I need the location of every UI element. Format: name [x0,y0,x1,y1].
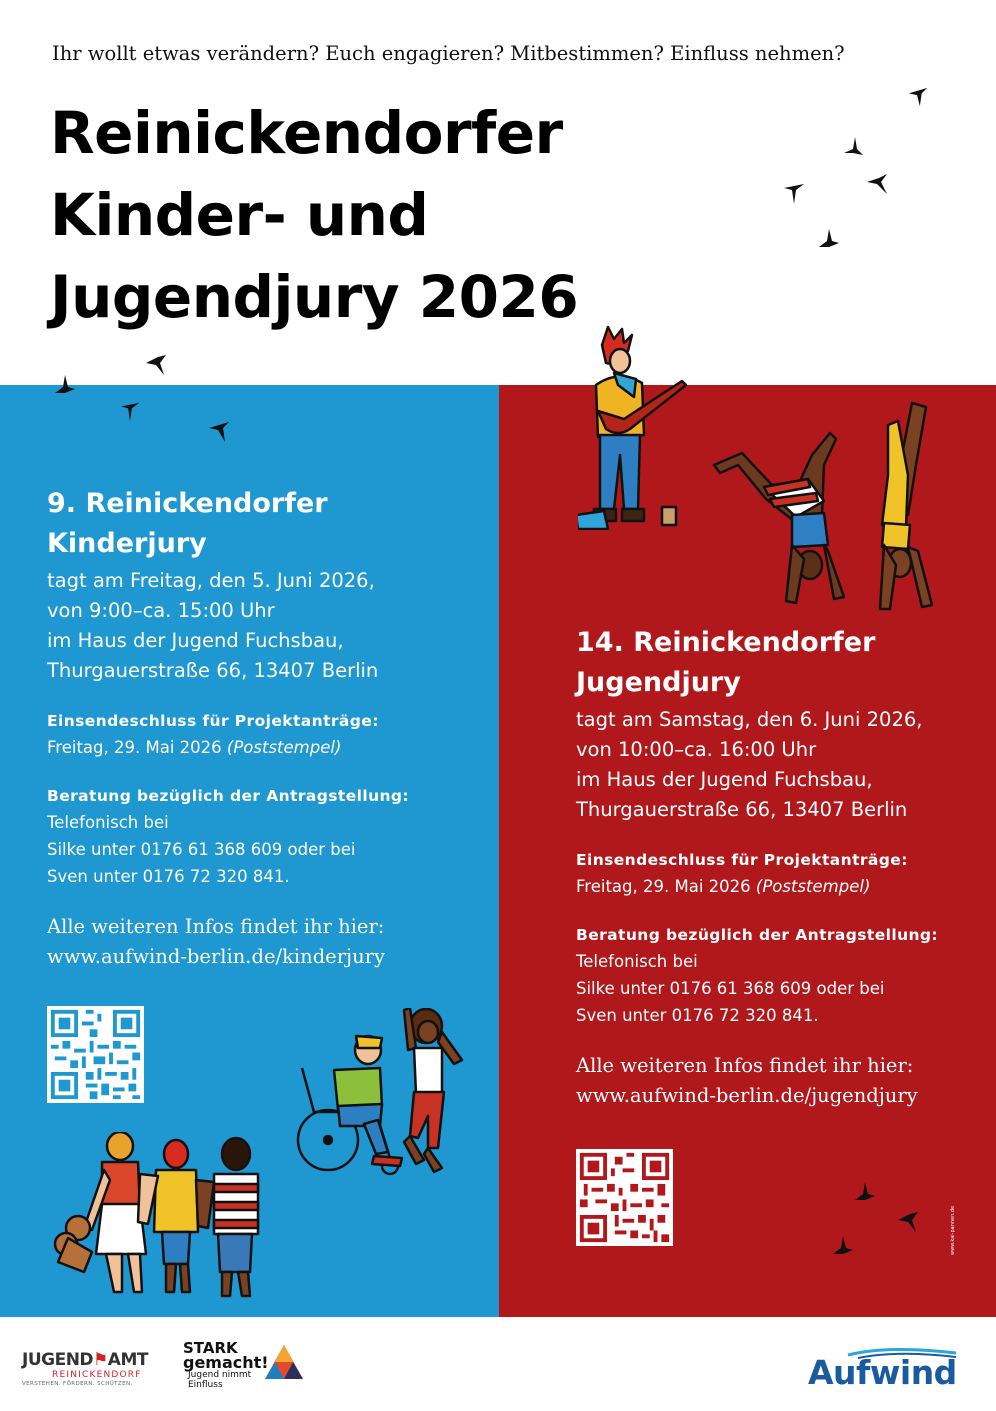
more-info [576,1051,938,1111]
tagline: Ihr wollt etwas verändern? Euch engagieren? Mitbestimmen? Einfluss nehmen? [52,42,845,65]
logo-text: AMT [107,1350,148,1370]
bird-icon [895,1210,921,1234]
logo-text: Jugend nimmt [188,1370,252,1380]
advice-line: Sven unter 0176 72 320 841. [576,1006,819,1025]
logo-text: JUGEND [22,1350,94,1370]
info-line: Alle weiteren Infos findet ihr hier: [47,915,385,938]
logo-text: STARK [183,1339,238,1357]
bird-icon [852,1180,878,1204]
advice-line: Telefonisch bei [576,952,698,971]
acrobats-illustration [712,395,947,620]
event-venue: im Haus der Jugend Fuchsbau, [576,768,873,791]
heading-line: 9. Reinickendorfer [47,488,328,519]
event-address: Thurgauerstraße 66, 13407 Berlin [47,659,379,682]
title-line: Reinickendorfer [50,99,563,167]
logo-claim: VERSTEHEN. FÖRDERN. SCHÜTZEN. [22,1381,133,1387]
bird-icon [830,1234,856,1258]
deadline-value: Freitag, 29. Mai 2026 [47,738,222,757]
jugendjury-qr-code[interactable] [576,1149,673,1246]
event-address: Thurgauerstraße 66, 13407 Berlin [576,798,908,821]
heading-line: Kinderjury [47,528,207,559]
deadline [576,873,938,900]
musician-illustration [578,325,688,530]
title-line: Jugendjury 2026 [50,263,579,331]
stark-gemacht-logo [183,1341,269,1390]
qr-code [47,1006,144,1103]
event-date: tagt am Freitag, den 5. Juni 2026, [47,569,375,592]
kinderjury-qr-code[interactable] [47,1006,144,1103]
deadline-value: Freitag, 29. Mai 2026 [576,877,751,896]
advice-line: Silke unter 0176 61 368 609 oder bei [576,979,885,998]
logo-text: gemacht! [183,1353,269,1372]
event-time: von 9:00–ca. 15:00 Uhr [47,599,275,622]
event-time: von 10:00–ca. 16:00 Uhr [576,738,817,761]
wheelchair-illustration [292,1008,477,1180]
qr-code [576,1149,673,1246]
bird-icon [906,86,930,108]
deadline-label: Einsendeschluss für Projektanträge: [47,712,379,730]
bird-icon [143,353,169,377]
kinderjury-link[interactable]: www.aufwind-berlin.de/kinderjury [47,945,385,968]
advice-line: Silke unter 0176 61 368 609 oder bei [47,840,356,859]
bird-icon [206,420,232,444]
kinderjury-info [47,484,409,972]
more-info [47,912,409,972]
advice-contacts [47,809,409,890]
advice-contacts [576,948,938,1029]
event-date: tagt am Samstag, den 6. Juni 2026, [576,708,923,731]
deadline [47,734,409,761]
deadline-note: (Poststempel) [755,877,871,896]
bird-icon [52,373,78,397]
heading-line: Jugendjury [576,667,741,698]
bird-icon [864,172,890,196]
deadline-label: Einsendeschluss für Projektanträge: [576,851,908,869]
bird-icon [816,227,842,251]
jugendjury-info [576,623,938,1111]
advice-line: Telefonisch bei [47,813,169,832]
jugendjury-heading [576,623,938,703]
illustrator-credit: www.kai-pannen.de [950,1205,956,1255]
children-illustration [48,1132,266,1304]
kinderjury-heading [47,484,409,564]
heading-line: 14. Reinickendorfer [576,627,876,658]
advice-label: Beratung bezüglich der Antragstellung: [576,926,939,944]
event-venue: im Haus der Jugend Fuchsbau, [47,629,344,652]
bird-icon [118,401,142,423]
event-details [576,705,938,825]
triangle-logo-icon [263,1343,305,1383]
bird-icon [840,135,866,159]
figure-icon: ⚑ [93,1350,108,1370]
jugendjury-link[interactable]: www.aufwind-berlin.de/jugendjury [576,1084,918,1107]
event-details [47,566,409,686]
title-line: Kinder- und [50,181,429,249]
logo-text: Einfluss [188,1380,223,1390]
advice-line: Sven unter 0176 72 320 841. [47,867,290,886]
deadline-note: (Poststempel) [226,738,342,757]
info-line: Alle weiteren Infos findet ihr hier: [576,1054,914,1077]
logo-text: Aufwind [808,1353,957,1392]
jugendamt-logo [22,1350,148,1387]
page-title [50,92,578,338]
advice-label: Beratung bezüglich der Antragstellung: [47,787,410,805]
logo-subtitle: REINICKENDORF [52,1370,142,1380]
bird-icon [782,182,806,206]
